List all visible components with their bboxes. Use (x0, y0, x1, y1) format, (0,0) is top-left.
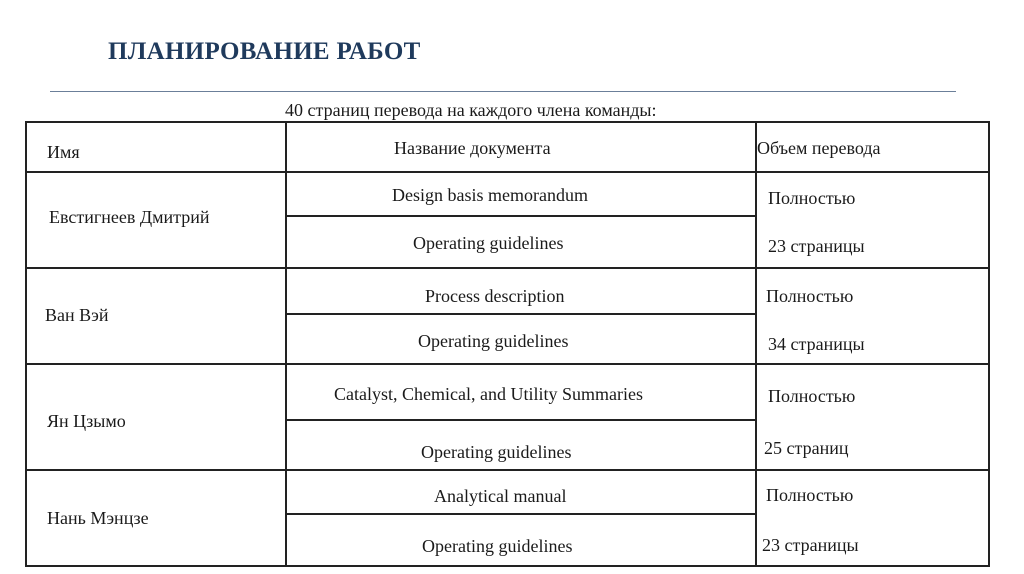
group-divider (27, 469, 988, 471)
member-name: Ян Цзымо (47, 411, 126, 431)
column-header-volume: Объем перевода (757, 138, 881, 158)
translation-volume: 23 страницы (762, 535, 859, 555)
document-title: Operating guidelines (418, 331, 569, 351)
row-divider (287, 215, 757, 217)
translation-volume: 25 страниц (764, 438, 849, 458)
column-divider (285, 123, 287, 565)
translation-volume: 23 страницы (768, 236, 865, 256)
column-header-name: Имя (47, 142, 80, 162)
translation-volume: Полностью (768, 188, 856, 208)
document-title: Catalyst, Chemical, and Utility Summaries (334, 384, 643, 404)
document-title: Operating guidelines (422, 536, 573, 556)
translation-volume: Полностью (766, 286, 854, 306)
member-name: Евстигнеев Дмитрий (49, 207, 210, 227)
group-divider (27, 267, 988, 269)
member-name: Нань Мэнцзе (47, 508, 149, 528)
translation-volume: Полностью (766, 485, 854, 505)
document-title: Process description (425, 286, 565, 306)
work-plan-table (25, 121, 990, 567)
header-row-divider (27, 171, 988, 173)
group-divider (27, 363, 988, 365)
translation-volume: Полностью (768, 386, 856, 406)
document-title: Analytical manual (434, 486, 567, 506)
document-title: Operating guidelines (421, 442, 572, 462)
subtitle: 40 страниц перевода на каждого члена команды: (285, 100, 657, 120)
column-header-document: Название документа (394, 138, 551, 158)
row-divider (287, 513, 757, 515)
document-title: Operating guidelines (413, 233, 564, 253)
row-divider (287, 313, 757, 315)
page-title: ПЛАНИРОВАНИЕ РАБОТ (108, 38, 421, 65)
member-name: Ван Вэй (45, 305, 109, 325)
document-title: Design basis memorandum (392, 185, 588, 205)
translation-volume: 34 страницы (768, 334, 865, 354)
title-divider (50, 91, 956, 92)
column-divider (755, 123, 757, 565)
row-divider (287, 419, 757, 421)
